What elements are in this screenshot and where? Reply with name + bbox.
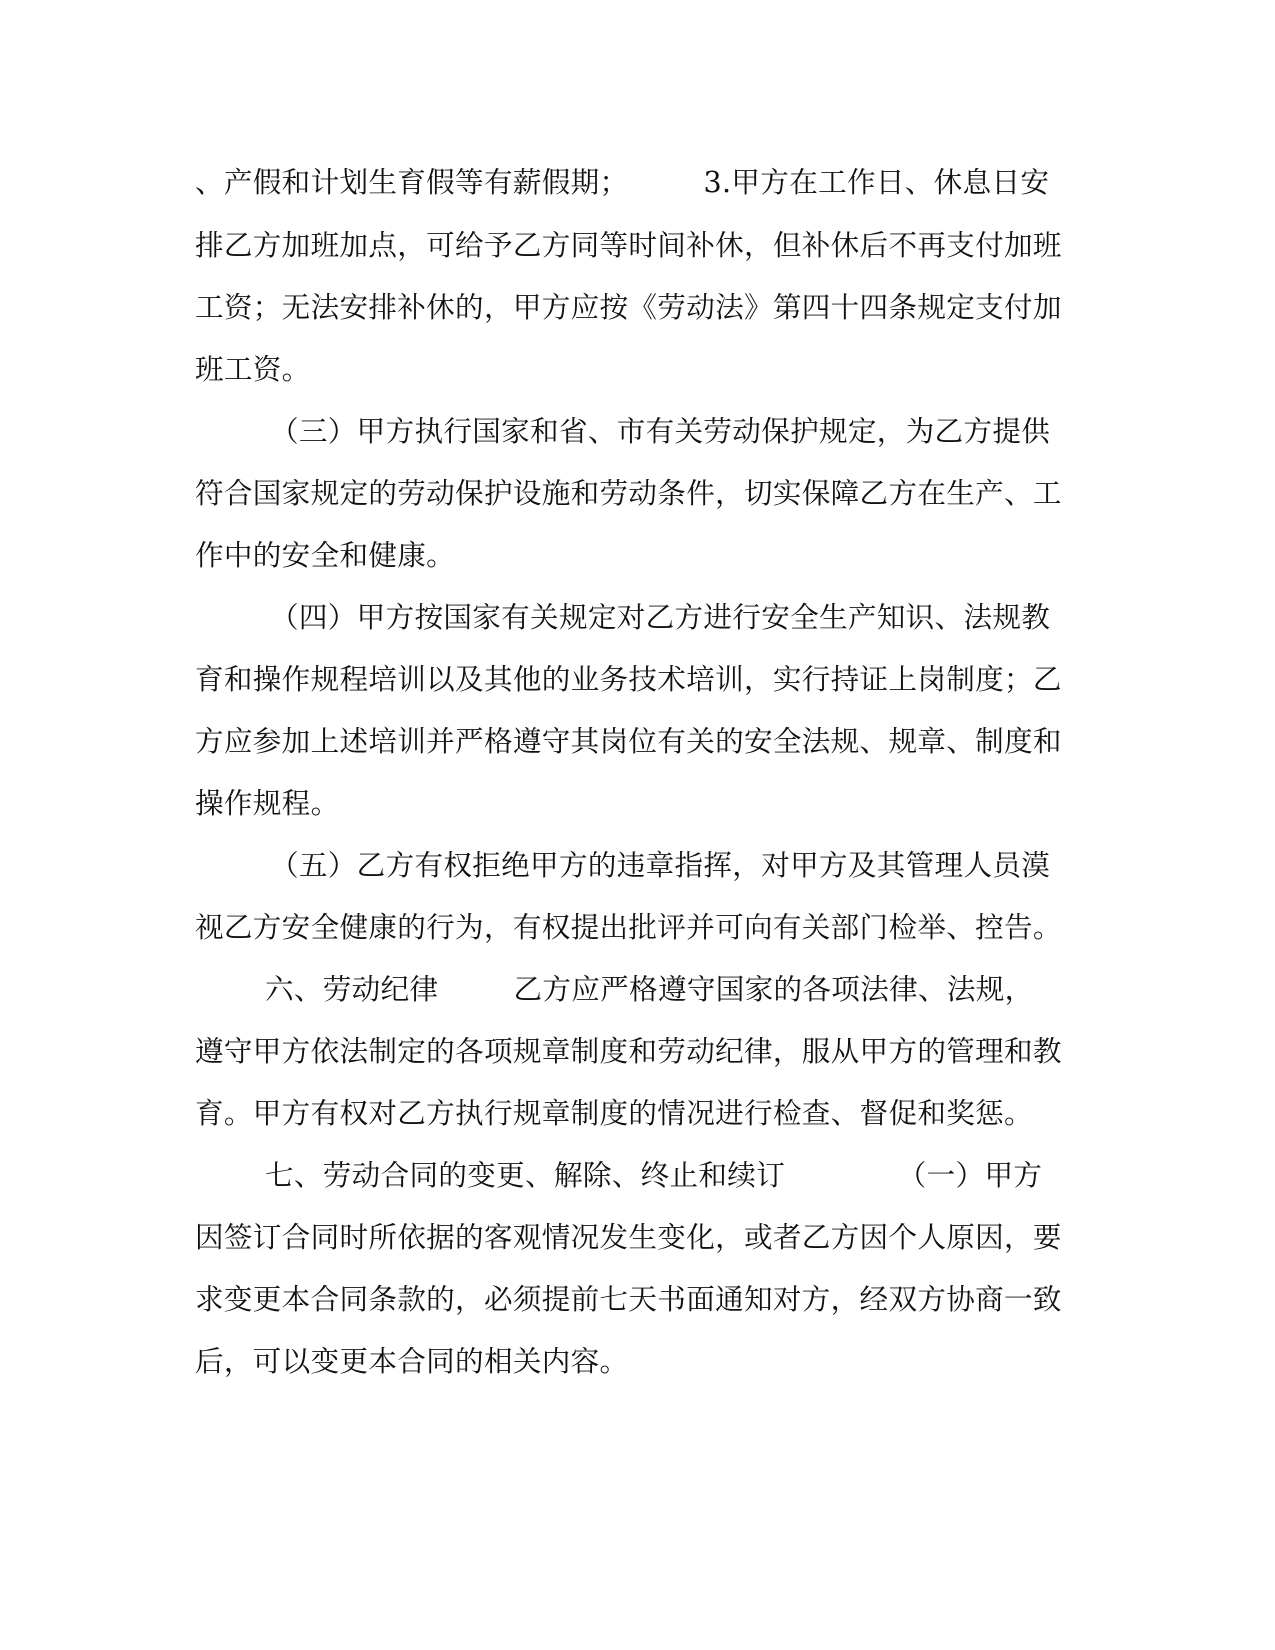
text-line: 遵守甲方依法制定的各项规章制度和劳动纪律，服从甲方的管理和教 (195, 1034, 1062, 1068)
text-line: 工资；无法安排补休的，甲方应按《劳动法》第四十四条规定支付加 (195, 290, 1062, 324)
text-line: 因签订合同时所依据的客观情况发生变化，或者乙方因个人原因，要 (195, 1220, 1062, 1254)
section-7-heading-line: 七、劳动合同的变更、解除、终止和续订 （一）甲方 (265, 1158, 1043, 1192)
text-line: 育和操作规程培训以及其他的业务技术培训，实行持证上岗制度；乙 (195, 662, 1062, 696)
text-line: 、产假和计划生育假等有薪假期； 3.甲方在工作日、休息日安 (195, 165, 1050, 199)
text-line: 操作规程。 (195, 786, 340, 820)
text-line: 符合国家规定的劳动保护设施和劳动条件，切实保障乙方在生产、工 (195, 476, 1062, 510)
text-line: 求变更本合同条款的，必须提前七天书面通知对方，经双方协商一致 (195, 1282, 1062, 1316)
paragraph-4-first-line: （四）甲方按国家有关规定对乙方进行安全生产知识、法规教 (270, 600, 1051, 634)
text-line: 作中的安全和健康。 (195, 538, 456, 572)
paragraph-3-first-line: （三）甲方执行国家和省、市有关劳动保护规定，为乙方提供 (270, 414, 1051, 448)
text-line: 班工资。 (195, 352, 311, 386)
paragraph-5-first-line: （五）乙方有权拒绝甲方的违章指挥，对甲方及其管理人员漠 (270, 848, 1051, 882)
text-line: 后，可以变更本合同的相关内容。 (195, 1344, 629, 1378)
text-line: 方应参加上述培训并严格遵守其岗位有关的安全法规、规章、制度和 (195, 724, 1062, 758)
text-line: 育。甲方有权对乙方执行规章制度的情况进行检查、督促和奖惩。 (195, 1096, 1033, 1130)
text-line: 视乙方安全健康的行为，有权提出批评并可向有关部门检举、控告。 (195, 910, 1062, 944)
text-line: 排乙方加班加点，可给予乙方同等时间补休，但补休后不再支付加班 (195, 228, 1062, 262)
section-6-heading-line: 六、劳动纪律 乙方应严格遵守国家的各项法律、法规， (265, 972, 1034, 1006)
